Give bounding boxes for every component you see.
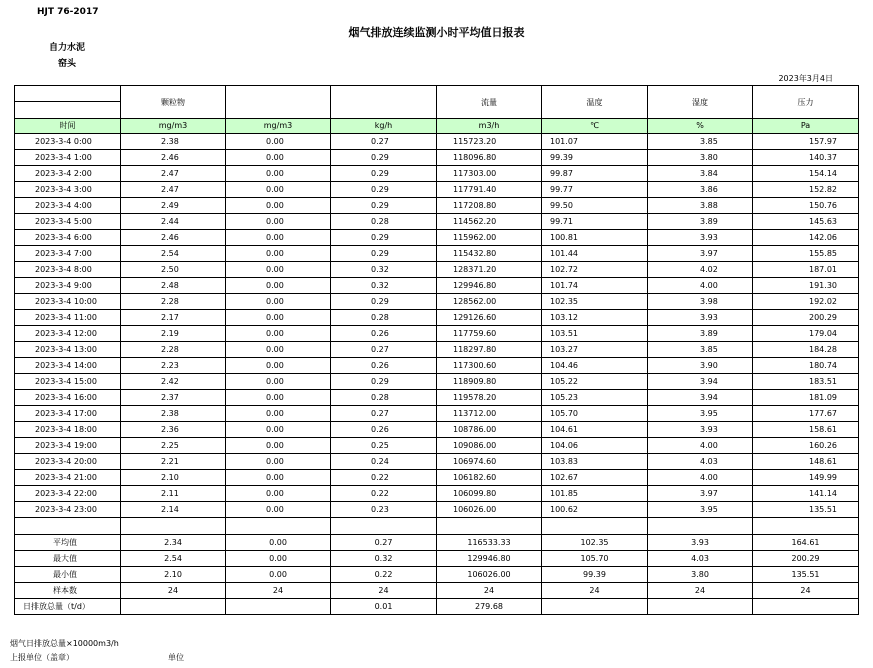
- value-cell: 187.01: [753, 262, 859, 278]
- stat-label: 平均值: [15, 535, 121, 551]
- value-cell: 0.27: [331, 134, 437, 150]
- value-cell: 103.51: [542, 326, 648, 342]
- time-cell: 2023-3-4 3:00: [15, 182, 121, 198]
- value-cell: 105.70: [542, 406, 648, 422]
- stat-value: 24: [226, 583, 331, 599]
- unit-row: [15, 119, 859, 134]
- table-row: [15, 486, 859, 502]
- table-row: [15, 406, 859, 422]
- header-cell-time: [15, 86, 121, 119]
- table-row: [15, 214, 859, 230]
- stat-value: 200.29: [753, 551, 859, 567]
- stat-value: 0.00: [226, 567, 331, 583]
- value-cell: 102.67: [542, 470, 648, 486]
- value-cell: 0.00: [226, 486, 331, 502]
- value-cell: 4.03: [648, 454, 753, 470]
- value-cell: 0.00: [226, 214, 331, 230]
- time-cell: 2023-3-4 10:00: [15, 294, 121, 310]
- time-cell: 2023-3-4 18:00: [15, 422, 121, 438]
- value-cell: 117791.40: [437, 182, 542, 198]
- value-cell: 0.32: [331, 262, 437, 278]
- value-cell: 0.26: [331, 358, 437, 374]
- value-cell: 102.72: [542, 262, 648, 278]
- value-cell: 128562.00: [437, 294, 542, 310]
- value-cell: 2.54: [121, 246, 226, 262]
- value-cell: 3.85: [648, 342, 753, 358]
- value-cell: 148.61: [753, 454, 859, 470]
- value-cell: 0.00: [226, 278, 331, 294]
- value-cell: 0.29: [331, 246, 437, 262]
- stat-value: 116533.33: [437, 535, 542, 551]
- value-cell: 150.76: [753, 198, 859, 214]
- value-cell: 3.94: [648, 390, 753, 406]
- value-cell: 140.37: [753, 150, 859, 166]
- value-cell: 0.27: [331, 406, 437, 422]
- table-row: [15, 278, 859, 294]
- value-cell: 106099.80: [437, 486, 542, 502]
- empty-cell: [331, 518, 437, 535]
- value-cell: 2.36: [121, 422, 226, 438]
- table-row: [15, 422, 859, 438]
- stat-value: 0.00: [226, 535, 331, 551]
- value-cell: 117300.60: [437, 358, 542, 374]
- table-row: [15, 166, 859, 182]
- stat-value: 24: [648, 583, 753, 599]
- value-cell: 180.74: [753, 358, 859, 374]
- value-cell: 145.63: [753, 214, 859, 230]
- value-cell: 2.44: [121, 214, 226, 230]
- value-cell: 106182.60: [437, 470, 542, 486]
- stat-value: 24: [437, 583, 542, 599]
- header-cell: 颗粒物: [121, 86, 226, 119]
- value-cell: 115432.80: [437, 246, 542, 262]
- header-cell: 温度: [542, 86, 648, 119]
- value-cell: 105.23: [542, 390, 648, 406]
- time-cell: 2023-3-4 7:00: [15, 246, 121, 262]
- empty-cell: [753, 518, 859, 535]
- header-cell: 压力: [753, 86, 859, 119]
- table-row: [15, 390, 859, 406]
- header-cell: [331, 86, 437, 119]
- value-cell: 179.04: [753, 326, 859, 342]
- table-row: [15, 134, 859, 150]
- table-row: [15, 150, 859, 166]
- table-row: [15, 246, 859, 262]
- report-table: [14, 85, 859, 615]
- table-row: [15, 470, 859, 486]
- value-cell: 184.28: [753, 342, 859, 358]
- unit-cell: %: [648, 119, 753, 134]
- value-cell: 3.93: [648, 230, 753, 246]
- value-cell: 106974.60: [437, 454, 542, 470]
- stat-value: 24: [753, 583, 859, 599]
- time-cell: 2023-3-4 6:00: [15, 230, 121, 246]
- value-cell: 2.47: [121, 166, 226, 182]
- value-cell: 104.61: [542, 422, 648, 438]
- value-cell: 0.00: [226, 502, 331, 518]
- value-cell: 200.29: [753, 310, 859, 326]
- table-row: [15, 182, 859, 198]
- value-cell: 0.29: [331, 374, 437, 390]
- stat-value: 24: [121, 583, 226, 599]
- value-cell: 157.97: [753, 134, 859, 150]
- value-cell: 0.29: [331, 230, 437, 246]
- stat-row: [15, 583, 859, 599]
- value-cell: 0.22: [331, 470, 437, 486]
- stat-value: [542, 599, 648, 615]
- value-cell: 3.89: [648, 326, 753, 342]
- stat-value: [121, 599, 226, 615]
- value-cell: 0.25: [331, 438, 437, 454]
- stat-row: [15, 551, 859, 567]
- value-cell: 100.62: [542, 502, 648, 518]
- value-cell: 2.50: [121, 262, 226, 278]
- table-row: [15, 502, 859, 518]
- value-cell: 105.22: [542, 374, 648, 390]
- stat-value: 0.32: [331, 551, 437, 567]
- stat-value: 0.01: [331, 599, 437, 615]
- time-cell: 2023-3-4 21:00: [15, 470, 121, 486]
- value-cell: 4.00: [648, 438, 753, 454]
- value-cell: 0.00: [226, 406, 331, 422]
- site-name: 窑头: [58, 59, 77, 69]
- time-cell: 2023-3-4 0:00: [15, 134, 121, 150]
- value-cell: 2.28: [121, 294, 226, 310]
- value-cell: 2.19: [121, 326, 226, 342]
- stat-label: 最小值: [15, 567, 121, 583]
- stat-value: 0.22: [331, 567, 437, 583]
- value-cell: 0.23: [331, 502, 437, 518]
- value-cell: 0.00: [226, 166, 331, 182]
- time-cell: 2023-3-4 23:00: [15, 502, 121, 518]
- time-cell: 2023-3-4 20:00: [15, 454, 121, 470]
- stat-value: 99.39: [542, 567, 648, 583]
- stat-label: 样本数: [15, 583, 121, 599]
- header-cell: [226, 86, 331, 119]
- value-cell: 177.67: [753, 406, 859, 422]
- value-cell: 154.14: [753, 166, 859, 182]
- table-row: [15, 262, 859, 278]
- unit-cell: Pa: [753, 119, 859, 134]
- report-date: 2023年3月4日: [778, 74, 833, 83]
- table-row: [15, 342, 859, 358]
- value-cell: 0.22: [331, 486, 437, 502]
- value-cell: 192.02: [753, 294, 859, 310]
- stat-value: 3.93: [648, 535, 753, 551]
- time-cell: 2023-3-4 2:00: [15, 166, 121, 182]
- value-cell: 0.29: [331, 198, 437, 214]
- value-cell: 117759.60: [437, 326, 542, 342]
- table-row: [15, 310, 859, 326]
- stat-label: 最大值: [15, 551, 121, 567]
- value-cell: 2.46: [121, 230, 226, 246]
- stat-value: [226, 599, 331, 615]
- time-cell: 2023-3-4 15:00: [15, 374, 121, 390]
- value-cell: 2.10: [121, 470, 226, 486]
- value-cell: 155.85: [753, 246, 859, 262]
- value-cell: 108786.00: [437, 422, 542, 438]
- value-cell: 0.00: [226, 358, 331, 374]
- value-cell: 0.00: [226, 454, 331, 470]
- time-cell: 2023-3-4 13:00: [15, 342, 121, 358]
- value-cell: 2.25: [121, 438, 226, 454]
- stat-value: [648, 599, 753, 615]
- value-cell: 2.17: [121, 310, 226, 326]
- value-cell: 0.24: [331, 454, 437, 470]
- value-cell: 135.51: [753, 502, 859, 518]
- value-cell: 2.23: [121, 358, 226, 374]
- value-cell: 103.27: [542, 342, 648, 358]
- value-cell: 101.44: [542, 246, 648, 262]
- value-cell: 2.28: [121, 342, 226, 358]
- value-cell: 0.27: [331, 342, 437, 358]
- stat-row: [15, 567, 859, 583]
- unit-cell: ℃: [542, 119, 648, 134]
- value-cell: 103.12: [542, 310, 648, 326]
- value-cell: 3.86: [648, 182, 753, 198]
- stat-value: 2.10: [121, 567, 226, 583]
- value-cell: 2.11: [121, 486, 226, 502]
- header-row: [15, 86, 859, 119]
- stat-value: 2.34: [121, 535, 226, 551]
- value-cell: 0.00: [226, 134, 331, 150]
- value-cell: 0.00: [226, 198, 331, 214]
- value-cell: 103.83: [542, 454, 648, 470]
- value-cell: 3.98: [648, 294, 753, 310]
- value-cell: 0.00: [226, 326, 331, 342]
- footer-note: 烟气日排放总量×10000m3/h: [10, 639, 119, 648]
- stat-row: [15, 599, 859, 615]
- stat-value: 129946.80: [437, 551, 542, 567]
- value-cell: 2.48: [121, 278, 226, 294]
- value-cell: 119578.20: [437, 390, 542, 406]
- value-cell: 0.00: [226, 246, 331, 262]
- value-cell: 3.93: [648, 310, 753, 326]
- unit-cell: m3/h: [437, 119, 542, 134]
- time-cell: 2023-3-4 5:00: [15, 214, 121, 230]
- table-row: [15, 438, 859, 454]
- empty-cell: [437, 518, 542, 535]
- value-cell: 101.85: [542, 486, 648, 502]
- table-row: [15, 326, 859, 342]
- stat-value: [753, 599, 859, 615]
- value-cell: 4.00: [648, 470, 753, 486]
- value-cell: 181.09: [753, 390, 859, 406]
- table-row: [15, 358, 859, 374]
- stat-row: [15, 535, 859, 551]
- value-cell: 0.00: [226, 342, 331, 358]
- stat-value: 24: [542, 583, 648, 599]
- value-cell: 0.26: [331, 326, 437, 342]
- value-cell: 3.85: [648, 134, 753, 150]
- value-cell: 3.97: [648, 246, 753, 262]
- value-cell: 0.32: [331, 278, 437, 294]
- value-cell: 99.87: [542, 166, 648, 182]
- time-cell: 2023-3-4 16:00: [15, 390, 121, 406]
- value-cell: 99.71: [542, 214, 648, 230]
- value-cell: 99.39: [542, 150, 648, 166]
- time-cell: 2023-3-4 12:00: [15, 326, 121, 342]
- table-row: [15, 198, 859, 214]
- value-cell: 3.84: [648, 166, 753, 182]
- value-cell: 0.00: [226, 230, 331, 246]
- value-cell: 0.00: [226, 374, 331, 390]
- value-cell: 117208.80: [437, 198, 542, 214]
- value-cell: 99.50: [542, 198, 648, 214]
- spacer-row: [15, 518, 859, 535]
- value-cell: 0.00: [226, 150, 331, 166]
- time-cell: 2023-3-4 11:00: [15, 310, 121, 326]
- value-cell: 99.77: [542, 182, 648, 198]
- time-cell: 2023-3-4 1:00: [15, 150, 121, 166]
- value-cell: 2.46: [121, 150, 226, 166]
- unit-cell: 时间: [15, 119, 121, 134]
- time-cell: 2023-3-4 14:00: [15, 358, 121, 374]
- footer-unit-label: 上报单位（盖章）: [10, 653, 74, 662]
- value-cell: 3.80: [648, 150, 753, 166]
- value-cell: 191.30: [753, 278, 859, 294]
- time-cell: 2023-3-4 17:00: [15, 406, 121, 422]
- value-cell: 0.00: [226, 294, 331, 310]
- value-cell: 104.06: [542, 438, 648, 454]
- empty-cell: [121, 518, 226, 535]
- unit-cell: mg/m3: [121, 119, 226, 134]
- time-cell: 2023-3-4 19:00: [15, 438, 121, 454]
- header-cell: 湿度: [648, 86, 753, 119]
- value-cell: 106026.00: [437, 502, 542, 518]
- table-row: [15, 230, 859, 246]
- empty-cell: [226, 518, 331, 535]
- value-cell: 3.93: [648, 422, 753, 438]
- value-cell: 114562.20: [437, 214, 542, 230]
- value-cell: 115962.00: [437, 230, 542, 246]
- unit-cell: kg/h: [331, 119, 437, 134]
- time-cell: 2023-3-4 4:00: [15, 198, 121, 214]
- value-cell: 3.90: [648, 358, 753, 374]
- stat-value: 0.27: [331, 535, 437, 551]
- value-cell: 152.82: [753, 182, 859, 198]
- value-cell: 2.38: [121, 406, 226, 422]
- company-name: 自力水泥: [49, 43, 86, 53]
- value-cell: 0.00: [226, 438, 331, 454]
- value-cell: 141.14: [753, 486, 859, 502]
- header-cell: 流量: [437, 86, 542, 119]
- stat-value: 135.51: [753, 567, 859, 583]
- value-cell: 101.74: [542, 278, 648, 294]
- value-cell: 104.46: [542, 358, 648, 374]
- value-cell: 0.28: [331, 310, 437, 326]
- value-cell: 0.29: [331, 166, 437, 182]
- value-cell: 2.42: [121, 374, 226, 390]
- value-cell: 4.02: [648, 262, 753, 278]
- value-cell: 0.00: [226, 310, 331, 326]
- stat-value: 164.61: [753, 535, 859, 551]
- unit-cell: mg/m3: [226, 119, 331, 134]
- stat-value: 24: [331, 583, 437, 599]
- value-cell: 115723.20: [437, 134, 542, 150]
- value-cell: 2.21: [121, 454, 226, 470]
- value-cell: 3.95: [648, 406, 753, 422]
- value-cell: 149.99: [753, 470, 859, 486]
- value-cell: 3.89: [648, 214, 753, 230]
- empty-cell: [15, 518, 121, 535]
- value-cell: 2.38: [121, 134, 226, 150]
- value-cell: 102.35: [542, 294, 648, 310]
- empty-cell: [542, 518, 648, 535]
- value-cell: 100.81: [542, 230, 648, 246]
- value-cell: 0.00: [226, 262, 331, 278]
- stat-label: 日排放总量（t/d）: [15, 599, 121, 615]
- value-cell: 0.29: [331, 182, 437, 198]
- table-row: [15, 374, 859, 390]
- stat-value: 0.00: [226, 551, 331, 567]
- value-cell: 0.00: [226, 182, 331, 198]
- value-cell: 160.26: [753, 438, 859, 454]
- value-cell: 3.88: [648, 198, 753, 214]
- value-cell: 2.47: [121, 182, 226, 198]
- value-cell: 129946.80: [437, 278, 542, 294]
- table-row: [15, 294, 859, 310]
- value-cell: 118909.80: [437, 374, 542, 390]
- value-cell: 2.49: [121, 198, 226, 214]
- value-cell: 3.95: [648, 502, 753, 518]
- value-cell: 0.00: [226, 390, 331, 406]
- stat-value: 106026.00: [437, 567, 542, 583]
- empty-cell: [648, 518, 753, 535]
- value-cell: 2.37: [121, 390, 226, 406]
- value-cell: 0.00: [226, 422, 331, 438]
- value-cell: 113712.00: [437, 406, 542, 422]
- report-title: 烟气排放连续监测小时平均值日报表: [348, 26, 525, 39]
- value-cell: 0.29: [331, 294, 437, 310]
- value-cell: 0.26: [331, 422, 437, 438]
- value-cell: 183.51: [753, 374, 859, 390]
- stat-value: 279.68: [437, 599, 542, 615]
- table-row: [15, 454, 859, 470]
- stat-value: 102.35: [542, 535, 648, 551]
- standard-code: HJT 76-2017: [37, 7, 99, 17]
- value-cell: 128371.20: [437, 262, 542, 278]
- time-cell: 2023-3-4 9:00: [15, 278, 121, 294]
- stat-value: 4.03: [648, 551, 753, 567]
- value-cell: 109086.00: [437, 438, 542, 454]
- value-cell: 129126.60: [437, 310, 542, 326]
- time-cell: 2023-3-4 8:00: [15, 262, 121, 278]
- stat-value: 3.80: [648, 567, 753, 583]
- time-cell: 2023-3-4 22:00: [15, 486, 121, 502]
- value-cell: 0.29: [331, 150, 437, 166]
- value-cell: 142.06: [753, 230, 859, 246]
- stat-value: 105.70: [542, 551, 648, 567]
- value-cell: 101.07: [542, 134, 648, 150]
- value-cell: 118297.80: [437, 342, 542, 358]
- value-cell: 0.28: [331, 390, 437, 406]
- value-cell: 118096.80: [437, 150, 542, 166]
- value-cell: 3.94: [648, 374, 753, 390]
- value-cell: 0.28: [331, 214, 437, 230]
- stat-value: 2.54: [121, 551, 226, 567]
- value-cell: 158.61: [753, 422, 859, 438]
- value-cell: 4.00: [648, 278, 753, 294]
- footer-unit-label-2: 单位: [168, 653, 184, 662]
- value-cell: 3.97: [648, 486, 753, 502]
- value-cell: 117303.00: [437, 166, 542, 182]
- value-cell: 0.00: [226, 470, 331, 486]
- value-cell: 2.14: [121, 502, 226, 518]
